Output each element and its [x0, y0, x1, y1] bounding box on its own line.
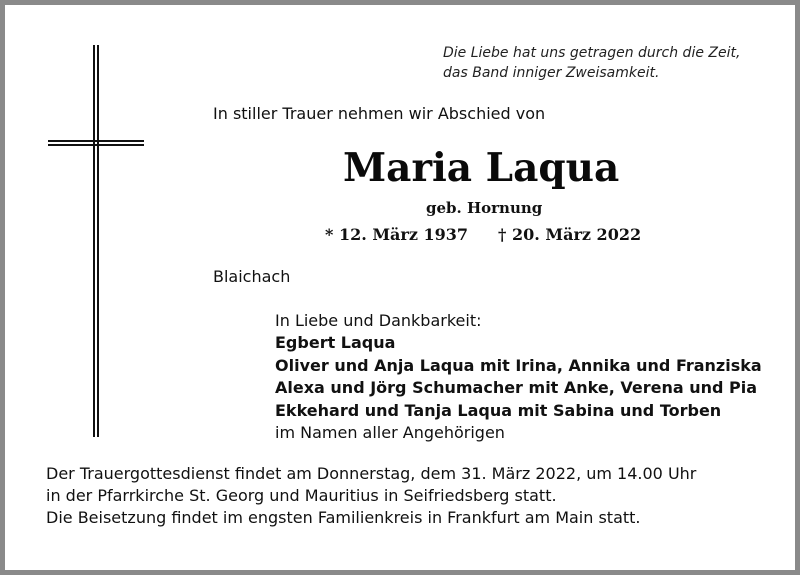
deceased-name: Maria Laqua — [343, 145, 620, 191]
mourner-entry: Oliver und Anja Laqua mit Irina, Annika und Franziska — [275, 355, 762, 375]
cross-icon-bar — [48, 140, 144, 146]
quote-line: das Band inniger Zweisamkeit. — [443, 65, 660, 81]
death-date: † 20. März 2022 — [498, 225, 642, 244]
service-line: Der Trauergottesdienst findet am Donnerstag, dem 31. März 2022, um 14.00 Uhr — [46, 464, 697, 483]
memorial-quote — [443, 43, 740, 83]
mourner-entry: Ekkehard und Tanja Laqua mit Sabina und Torben — [275, 400, 722, 420]
quote-line: Die Liebe hat uns getragen durch die Zeit, — [443, 45, 741, 61]
mourners-list — [275, 310, 762, 444]
maiden-name: geb. Hornung — [426, 199, 543, 217]
service-info — [46, 463, 696, 529]
birth-date: * 12. März 1937 — [325, 225, 469, 244]
place-name: Blaichach — [213, 267, 291, 286]
life-dates — [325, 225, 641, 245]
cross-icon — [93, 45, 99, 437]
service-line: Die Beisetzung findet im engsten Familienkreis in Frankfurt am Main statt. — [46, 508, 641, 527]
mourners-heading: In Liebe und Dankbarkeit: — [275, 311, 482, 330]
mourner-entry: Egbert Laqua — [275, 333, 396, 353]
intro-text: In stiller Trauer nehmen wir Abschied von — [213, 104, 546, 123]
mourner-entry: Alexa und Jörg Schumacher mit Anke, Verena und Pia — [275, 378, 758, 398]
mourners-closing: im Namen aller Angehörigen — [275, 423, 505, 443]
service-line: in der Pfarrkirche St. Georg und Mauritius in Seifriedsberg statt. — [46, 486, 557, 505]
